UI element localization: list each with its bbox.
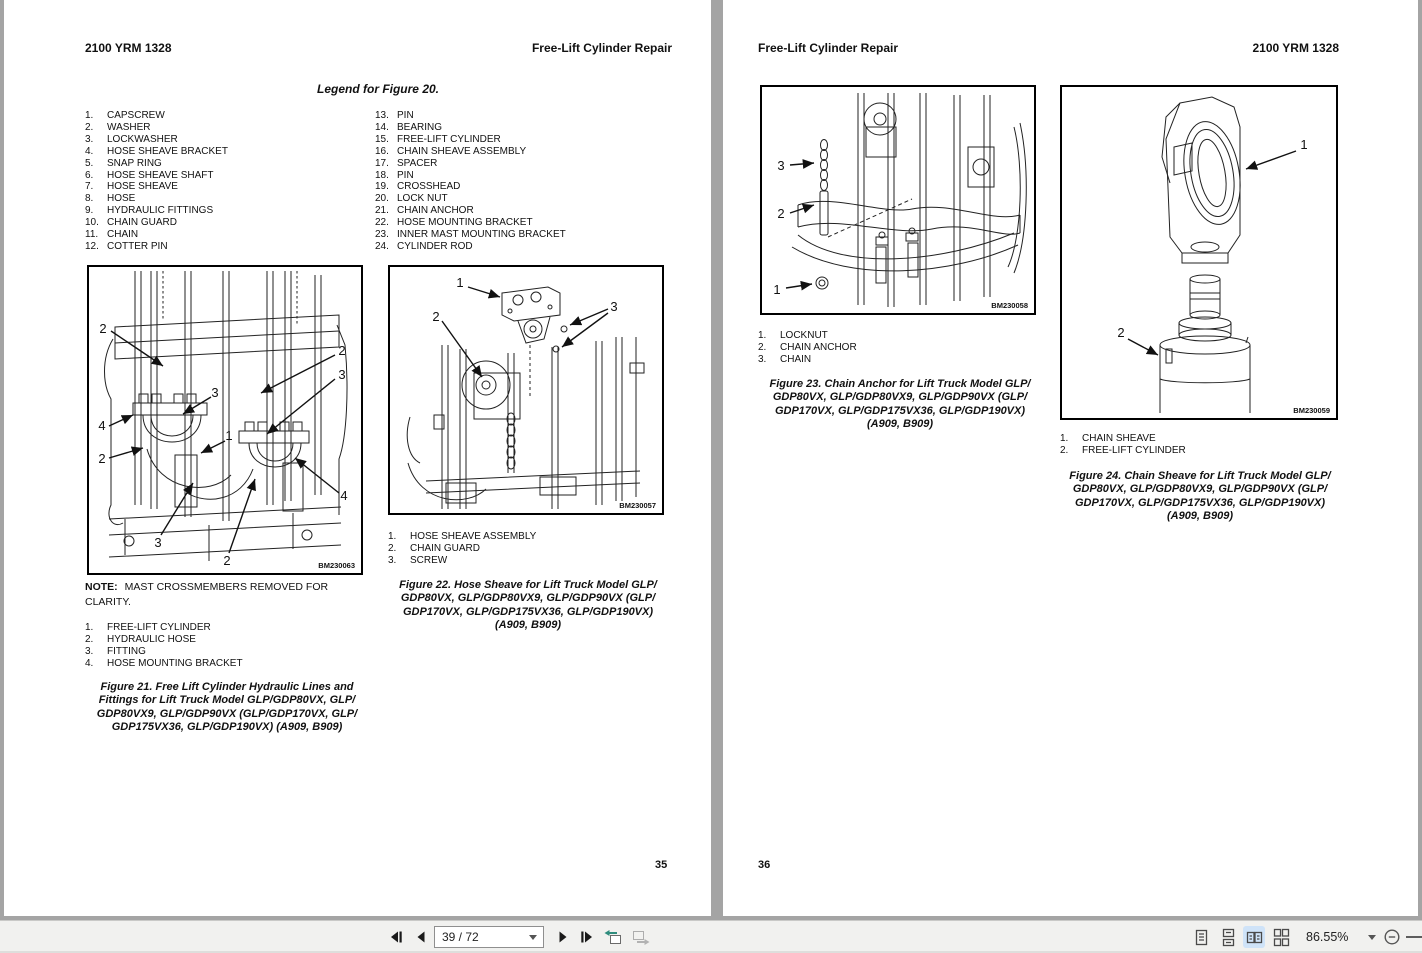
legend-item: 21. CHAIN ANCHOR (375, 205, 474, 217)
figure-item: 1. HOSE SHEAVE ASSEMBLY (388, 531, 537, 542)
callout-label: 2 (338, 343, 346, 358)
viewer-toolbar (0, 920, 1422, 953)
next-page-icon (555, 930, 570, 944)
caption-line: GDP175VX36, GLP/GDP190VX) (A909, B909) (111, 721, 343, 734)
caption-line: GDP170VX, GLP/GDP175VX36, GLP/GDP190VX) (1074, 496, 1326, 509)
callout-label: 2 (98, 451, 106, 466)
callout-label: 1 (225, 428, 233, 443)
caption-line: GDP80VX, GLP/GDP80VX9, GLP/GDP90VX (GLP/ (772, 391, 1028, 404)
figure-item: 2. CHAIN ANCHOR (758, 341, 857, 353)
last-page-icon (579, 930, 594, 944)
legend-column-2 (375, 110, 566, 253)
legend-item: 9. HYDRAULIC FITTINGS (85, 205, 214, 217)
figure-22-caption (384, 579, 672, 633)
figure-item: 2. HYDRAULIC HOSE (85, 633, 196, 645)
figure-item: 2. FREE-LIFT CYLINDER (1060, 444, 1186, 456)
callout-label: 3 (338, 367, 346, 382)
caption-line: Figure 24. Chain Sheave for Lift Truck Model GLP/ (1069, 470, 1331, 482)
legend-column-1 (85, 110, 228, 253)
note-label: NOTE: (85, 581, 118, 593)
running-header-left: Free-Lift Cylinder Repair (758, 41, 899, 55)
note-text: MAST CROSSMEMBERS REMOVED FOR (124, 581, 329, 593)
figure-22-item-list (388, 531, 536, 567)
first-page-button[interactable] (385, 926, 407, 948)
legend-item: 16. CHAIN SHEAVE ASSEMBLY (375, 145, 527, 157)
legend-item: 10. CHAIN GUARD (85, 217, 178, 229)
legend-item: 14. BEARING (375, 121, 443, 133)
previous-page-button[interactable] (410, 926, 432, 948)
callout-label: 2 (777, 206, 785, 221)
legend-title: Legend for Figure 20. (316, 82, 439, 96)
zoom-chevron-down-icon[interactable] (1368, 935, 1376, 940)
image-code: BM230057 (619, 501, 656, 510)
page-number-combobox[interactable] (434, 926, 544, 948)
figure-item: 4. HOSE MOUNTING BRACKET (85, 657, 243, 669)
caption-line: GDP80VX9, GLP/GDP90VX (GLP/GDP170VX, GLP/ (96, 707, 358, 720)
next-view-icon (630, 929, 650, 946)
figure-21-image (87, 265, 363, 575)
caption-line: Fittings for Lift Truck Model GLP/GDP80VX, GLP/ (98, 694, 356, 707)
chevron-down-icon[interactable] (529, 935, 537, 940)
legend-item: 1. CAPSCREW (85, 110, 165, 121)
figure-item: 1. LOCKNUT (758, 330, 828, 341)
legend-item: 24. CYLINDER ROD (375, 240, 473, 252)
legend-item: 22. HOSE MOUNTING BRACKET (375, 217, 533, 229)
previous-view-icon (603, 929, 623, 946)
two-page-continuous-icon (1272, 928, 1291, 947)
zoom-level[interactable]: 86.55% (1306, 930, 1349, 944)
legend-item: 7. HOSE SHEAVE (85, 181, 178, 193)
legend-item: 6. HOSE SHEAVE SHAFT (85, 169, 214, 181)
last-page-button[interactable] (575, 926, 597, 948)
figure-21-caption (81, 681, 373, 735)
image-code: BM230058 (991, 301, 1028, 310)
caption-line: (A909, B909) (866, 418, 934, 431)
figure-24-image (1060, 85, 1338, 420)
legend-item: 19. CROSSHEAD (375, 181, 461, 193)
figure-22-image (388, 265, 664, 515)
single-page-icon (1192, 928, 1211, 947)
legend-item: 5. SNAP RING (85, 157, 162, 169)
callout-label: 2 (432, 309, 440, 324)
next-view-button[interactable] (629, 926, 651, 948)
image-code: BM230059 (1293, 406, 1330, 415)
figure-21-item-list (85, 622, 243, 670)
caption-line: (A909, B909) (494, 619, 562, 632)
figure-24-item-list (1060, 433, 1186, 457)
first-page-icon (389, 930, 404, 944)
callout-label: 1 (1300, 137, 1308, 152)
pdf-page-right (723, 0, 1418, 916)
image-code: BM230063 (318, 561, 355, 570)
callout-label: 4 (98, 418, 106, 433)
legend-item: 3. LOCKWASHER (85, 133, 178, 145)
callout-label: 1 (456, 275, 464, 290)
legend-item: 2. WASHER (85, 121, 151, 133)
running-header-left: 2100 YRM 1328 (85, 41, 172, 55)
note-text: CLARITY. (85, 596, 131, 608)
running-header-right: 2100 YRM 1328 (1252, 41, 1339, 55)
callout-label: 3 (211, 385, 219, 400)
callout-label: 3 (154, 535, 162, 550)
single-page-view-button[interactable] (1190, 926, 1212, 948)
callout-label: 1 (773, 282, 781, 297)
callout-label: 2 (99, 321, 107, 336)
legend-item: 11. CHAIN (85, 229, 139, 241)
next-page-button[interactable] (551, 926, 573, 948)
caption-line: GDP80VX, GLP/GDP80VX9, GLP/GDP90VX (GLP/ (1072, 483, 1328, 496)
legend-item: 13. PIN (375, 110, 414, 121)
two-page-view-icon (1245, 928, 1264, 947)
zoom-out-icon (1383, 928, 1401, 946)
legend-item: 4. HOSE SHEAVE BRACKET (85, 145, 228, 157)
caption-line: GDP170VX, GLP/GDP175VX36, GLP/GDP190VX) (402, 605, 654, 618)
continuous-view-icon (1219, 928, 1238, 947)
figure-item: 1. CHAIN SHEAVE (1060, 433, 1156, 444)
legend-item: 12. COTTER PIN (85, 240, 168, 252)
page-number: 35 (655, 859, 668, 871)
legend-item: 8. HOSE (85, 193, 136, 205)
figure-item: 3. SCREW (388, 554, 448, 566)
caption-line: Figure 21. Free Lift Cylinder Hydraulic Lines and (100, 681, 354, 693)
zoom-slider-track[interactable] (1406, 936, 1422, 938)
figure-23-caption (756, 378, 1044, 432)
legend-item: 18. PIN (375, 169, 414, 181)
legend-item: 23. INNER MAST MOUNTING BRACKET (375, 229, 566, 241)
page-number: 36 (758, 859, 771, 871)
figure-23-image (760, 85, 1036, 315)
legend-item: 20. LOCK NUT (375, 193, 448, 205)
running-header-right: Free-Lift Cylinder Repair (531, 41, 672, 55)
callout-label: 4 (340, 488, 348, 503)
page-number-input[interactable] (435, 930, 529, 944)
legend-item: 15. FREE-LIFT CYLINDER (375, 133, 501, 145)
caption-line: (A909, B909) (1166, 510, 1234, 523)
caption-line: GDP80VX, GLP/GDP80VX9, GLP/GDP90VX (GLP/ (400, 592, 656, 605)
figure-item: 3. FITTING (85, 645, 146, 657)
callout-label: 3 (610, 299, 618, 314)
figure-24-caption (1056, 470, 1344, 524)
pdf-page-left (4, 0, 711, 916)
caption-line: GDP170VX, GLP/GDP175VX36, GLP/GDP190VX) (774, 404, 1026, 417)
two-page-view-button[interactable] (1243, 926, 1265, 948)
figure-item: 2. CHAIN GUARD (388, 542, 481, 554)
caption-line: Figure 23. Chain Anchor for Lift Truck Model GLP/ (769, 378, 1031, 390)
callout-label: 3 (777, 158, 785, 173)
previous-page-icon (414, 930, 429, 944)
figure-item: 1. FREE-LIFT CYLINDER (85, 622, 211, 633)
figure-23-item-list (758, 330, 857, 366)
note (85, 580, 328, 610)
callout-label: 2 (1117, 325, 1125, 340)
caption-line: Figure 22. Hose Sheave for Lift Truck Model GLP/ (399, 579, 657, 591)
continuous-view-button[interactable] (1217, 926, 1239, 948)
two-page-continuous-view-button[interactable] (1270, 926, 1292, 948)
zoom-out-button[interactable] (1381, 926, 1403, 948)
previous-view-button[interactable] (602, 926, 624, 948)
legend-item: 17. SPACER (375, 157, 438, 169)
figure-item: 3. CHAIN (758, 353, 812, 365)
callout-label: 2 (223, 553, 231, 568)
